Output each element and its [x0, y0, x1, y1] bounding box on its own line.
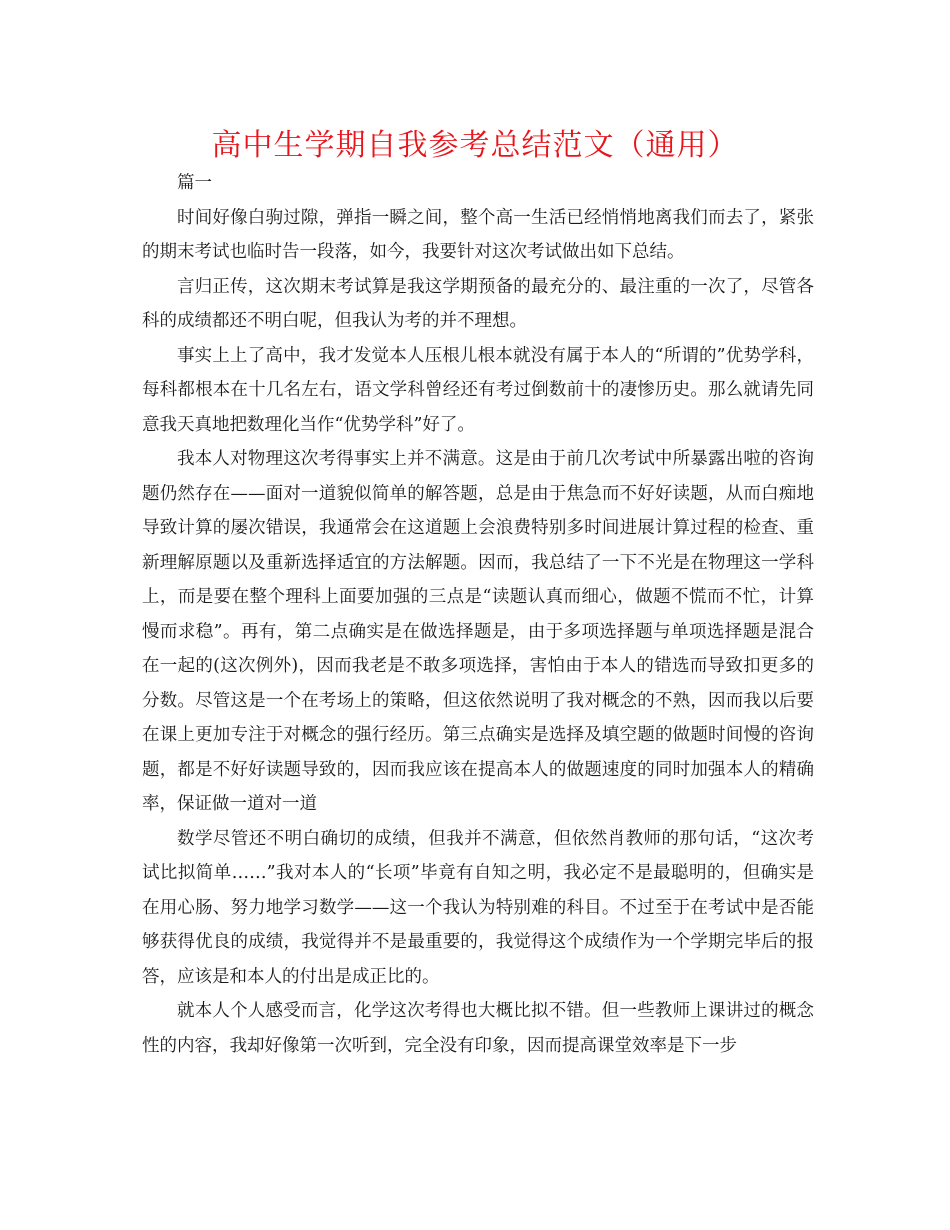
paragraph-5: 数学尽管还不明白确切的成绩，但我并不满意，但依然肖教师的那句话，“这次考试比拟简单……”我对本人的“长项”毕竟有自知之明，我必定不是最聪明的，但确实是在用心肠、努力地学习数学——这一个我认为特别难的科目。不过至于在考试中是否能够获得优良的成绩，我觉得并不是最重要的，我觉得这个成绩作为一个学期完毕后的报答，应该是和本人的付出是成正比的。	[142, 828, 814, 987]
paragraph-4: 我本人对物理这次考得事实上并不满意。这是由于前几次考试中所暴露出啦的咨询题仍然存在——面对一道貌似简单的解答题，总是由于焦急而不好好读题，从而白痴地导致计算的屡次错误，我通常会在这道题上会浪费特别多时间进展计算过程的检查、重新理解原题以及重新选择适宜的方法解题。因而，我总结了一下不光是在物理这一学科上，而是要在整个理科上面要加强的三点是“读题认真而细心，做题不慌而不忙，计算慢而求稳”。再有，第二点确实是在做选择题是，由于多项选择题与单项选择题是混合在一起的(这次例外)，因而我老是不敢多项选择，害怕由于本人的错选而导致扣更多的分数。尽管这是一个在考场上的策略，但这依然说明了我对概念的不熟，因而我以后要在课上更加专注于对概念的强行经历。第三点确实是选择及填空题的做题时间慢的咨询题，都是不好好读题导致的，因而我应该在提高本人的做题速度的同时加强本人的精确率，保证做一道对一道	[142, 449, 814, 814]
paragraph-1: 时间好像白驹过隙，弹指一瞬之间，整个高一生活已经悄悄地离我们而去了，紧张的期末考试也临时告一段落，如今，我要针对这次考试做出如下总结。	[142, 207, 814, 262]
document-title: 高中生学期自我参考总结范文（通用）	[211, 128, 739, 163]
paragraph-6: 就本人个人感受而言，化学这次考得也大概比拟不错。但一些教师上课讲过的概念性的内容，我却好像第一次听到，完全没有印象，因而提高课堂效率是下一步	[142, 1001, 814, 1056]
section-label: 篇一	[177, 173, 212, 193]
paragraph-2: 言归正传，这次期末考试算是我这学期预备的最充分的、最注重的一次了，尽管各科的成绩都还不明白呢，但我认为考的并不理想。	[142, 276, 814, 331]
paragraph-3: 事实上上了高中，我才发觉本人压根儿根本就没有属于本人的“所谓的”优势学科，每科都根本在十几名左右，语文学科曾经还有考过倒数前十的凄惨历史。那么就请先同意我天真地把数理化当作“优势学科”好了。	[142, 345, 814, 435]
document-body	[142, 166, 814, 1063]
